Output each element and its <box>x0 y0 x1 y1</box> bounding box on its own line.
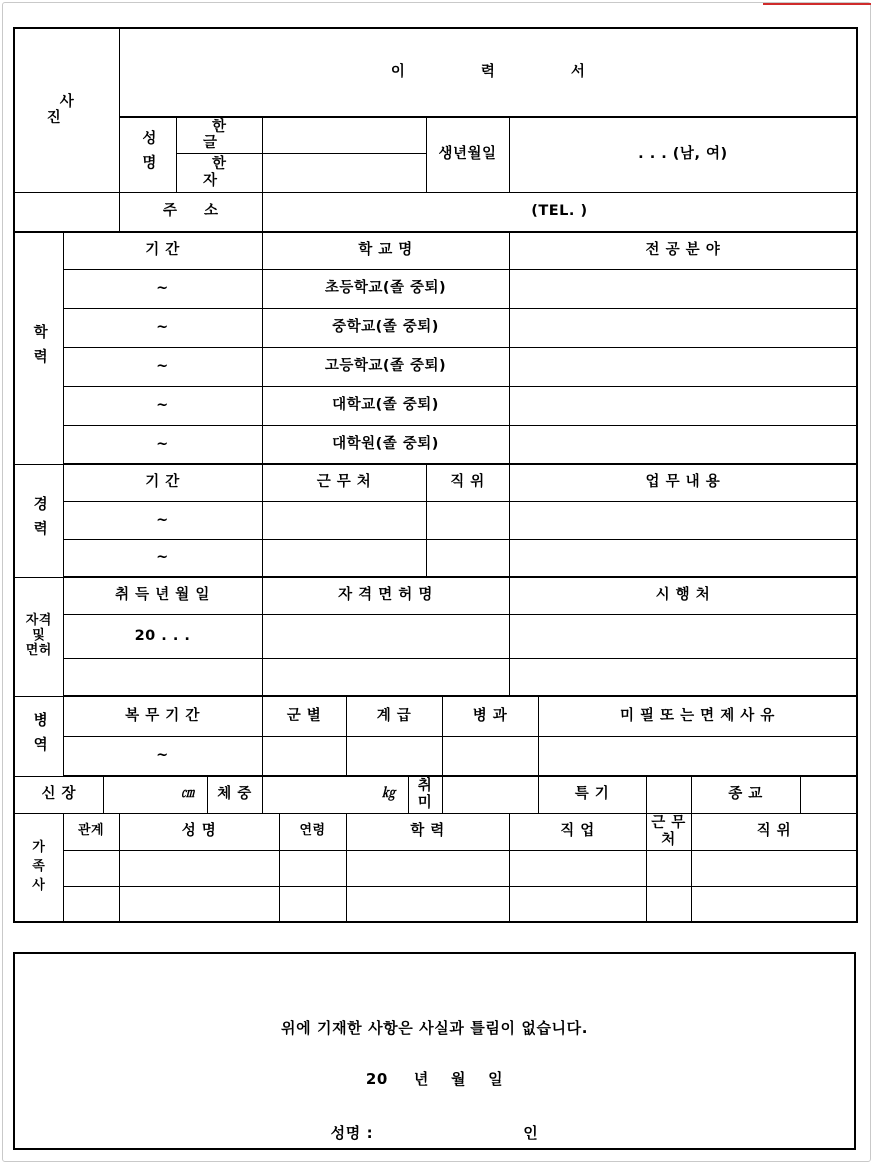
declaration-month-label: 월 <box>450 1070 467 1088</box>
family-row-age[interactable] <box>279 850 346 886</box>
career-row-workplace[interactable] <box>262 501 426 539</box>
name-label-cell <box>119 117 176 192</box>
declaration-seal-label: 인 <box>523 1124 539 1142</box>
family-row-job[interactable] <box>509 886 646 922</box>
career-row-duties[interactable] <box>509 501 857 539</box>
family-row-relation[interactable] <box>63 886 119 922</box>
section-label-license <box>14 577 63 696</box>
height-unit: ㎝ <box>180 786 195 802</box>
family-header-name: 성 명 <box>119 813 279 850</box>
name-korean-label: 한 글 <box>176 117 262 153</box>
height-label: 신 장 <box>14 776 103 813</box>
family-row-workplace[interactable] <box>646 850 691 886</box>
declaration-year-label: 년 <box>413 1070 429 1088</box>
weight-label: 체 중 <box>207 776 262 813</box>
license-row-date[interactable]: 20 . . . <box>63 614 262 658</box>
family-header-relation: 관계 <box>63 813 119 850</box>
military-row-exemption[interactable] <box>538 736 857 776</box>
declaration-box <box>13 952 856 1150</box>
education-row-major[interactable] <box>509 347 857 386</box>
declaration-date-line[interactable] <box>15 1068 854 1089</box>
education-row-school[interactable]: 대학원(졸 중퇴) <box>262 425 509 464</box>
religion-label: 종 교 <box>691 776 800 813</box>
family-header-age: 연령 <box>279 813 346 850</box>
title-char-1: 이 <box>390 64 405 81</box>
family-row-relation[interactable] <box>63 850 119 886</box>
career-row-period[interactable]: ~ <box>63 501 262 539</box>
family-label-char-2: 족 <box>32 858 46 874</box>
red-rule-decoration <box>763 3 871 5</box>
declaration-year-value[interactable]: 20 <box>365 1070 388 1088</box>
address-tel-hint: (TEL. ) <box>531 203 588 220</box>
education-header-period: 기 간 <box>63 232 262 269</box>
hobby-value[interactable] <box>442 776 538 813</box>
career-header-workplace: 근 무 처 <box>262 464 426 501</box>
specialty-label: 특 기 <box>538 776 646 813</box>
career-header-duties: 업 무 내 용 <box>509 464 857 501</box>
education-row-major[interactable] <box>509 269 857 308</box>
family-label-char-3: 사 <box>32 877 46 893</box>
family-header-education: 학 력 <box>346 813 509 850</box>
education-row-school[interactable]: 중학교(졸 중퇴) <box>262 308 509 347</box>
military-header-branch: 군 별 <box>262 696 346 736</box>
career-row-workplace[interactable] <box>262 539 426 577</box>
photo-label: 사 진 <box>46 93 100 127</box>
declaration-statement: 위에 기재한 사항은 사실과 틀림이 없습니다. <box>280 1019 589 1037</box>
education-row-period[interactable]: ~ <box>63 347 262 386</box>
military-header-rank: 계 급 <box>346 696 442 736</box>
license-row-issuer[interactable] <box>509 614 857 658</box>
career-row-position[interactable] <box>426 501 509 539</box>
license-header-issuer: 시 행 처 <box>509 577 857 614</box>
career-row-period[interactable]: ~ <box>63 539 262 577</box>
education-row-period[interactable]: ~ <box>63 308 262 347</box>
family-row-education[interactable] <box>346 886 509 922</box>
photo-cell[interactable] <box>14 28 119 192</box>
family-row-age[interactable] <box>279 886 346 922</box>
education-header-major: 전 공 분 야 <box>509 232 857 269</box>
family-header-job: 직 업 <box>509 813 646 850</box>
religion-value[interactable] <box>800 776 857 813</box>
name-hanja-value[interactable] <box>262 153 426 192</box>
birth-value[interactable]: . . . (남, 여) <box>509 117 857 192</box>
family-label-char-1: 가 <box>32 839 46 855</box>
education-row-major[interactable] <box>509 425 857 464</box>
photo-cell-filler <box>14 192 119 232</box>
weight-value[interactable] <box>262 776 408 813</box>
family-row-name[interactable] <box>119 886 279 922</box>
address-label: 주 소 <box>119 192 262 232</box>
weight-unit: ㎏ <box>381 786 396 802</box>
license-row-date[interactable] <box>63 658 262 696</box>
military-header-exemption: 미 필 또 는 면 제 사 유 <box>538 696 857 736</box>
license-label-line-3: 면허 <box>25 642 52 658</box>
name-label: 성명 <box>139 130 156 180</box>
education-header-school: 학 교 명 <box>262 232 509 269</box>
title-char-2: 력 <box>480 64 495 81</box>
family-row-job[interactable] <box>509 850 646 886</box>
name-korean-value[interactable] <box>262 117 426 153</box>
page-title <box>119 28 857 117</box>
military-row-specialty[interactable] <box>442 736 538 776</box>
declaration-signature-line[interactable] <box>15 1122 854 1143</box>
military-row-rank[interactable] <box>346 736 442 776</box>
family-row-position[interactable] <box>691 886 857 922</box>
career-row-duties[interactable] <box>509 539 857 577</box>
career-header-position: 직 위 <box>426 464 509 501</box>
name-hanja-label: 한 자 <box>176 153 262 192</box>
resume-sheet <box>13 27 856 948</box>
family-row-position[interactable] <box>691 850 857 886</box>
education-row-school[interactable]: 대학교(졸 중퇴) <box>262 386 509 425</box>
license-header-date: 취 득 년 월 일 <box>63 577 262 614</box>
height-value[interactable] <box>103 776 207 813</box>
specialty-value[interactable] <box>646 776 691 813</box>
license-header-name: 자 격 면 허 명 <box>262 577 509 614</box>
hobby-label: 취 미 <box>408 776 442 813</box>
family-row-name[interactable] <box>119 850 279 886</box>
education-row-school[interactable]: 초등학교(졸 중퇴) <box>262 269 509 308</box>
declaration-day-label: 일 <box>488 1070 504 1088</box>
family-row-workplace[interactable] <box>646 886 691 922</box>
birth-label: 생년월일 <box>426 117 509 192</box>
education-row-period[interactable]: ~ <box>63 386 262 425</box>
career-row-position[interactable] <box>426 539 509 577</box>
family-header-workplace: 근 무 처 <box>646 813 691 850</box>
military-header-period: 복 무 기 간 <box>63 696 262 736</box>
section-label-career: 경력 <box>14 464 63 577</box>
education-row-period[interactable]: ~ <box>63 269 262 308</box>
section-label-military: 병역 <box>14 696 63 776</box>
military-header-specialty: 병 과 <box>442 696 538 736</box>
section-label-education: 학력 <box>14 232 63 464</box>
resume-form-table <box>13 27 858 923</box>
education-row-period[interactable]: ~ <box>63 425 262 464</box>
license-row-name[interactable] <box>262 658 509 696</box>
military-row-period[interactable]: ~ <box>63 736 262 776</box>
license-label-line-2: 및 <box>32 628 46 644</box>
license-row-issuer[interactable] <box>509 658 857 696</box>
family-header-position: 직 위 <box>691 813 857 850</box>
military-row-branch[interactable] <box>262 736 346 776</box>
address-value[interactable] <box>262 192 857 232</box>
section-label-family <box>14 813 63 922</box>
education-row-major[interactable] <box>509 386 857 425</box>
license-label-line-1: 자격 <box>25 613 52 629</box>
education-row-school[interactable]: 고등학교(졸 중퇴) <box>262 347 509 386</box>
career-header-period: 기 간 <box>63 464 262 501</box>
declaration-signature-label: 성명 : <box>330 1124 374 1142</box>
license-row-name[interactable] <box>262 614 509 658</box>
title-char-3: 서 <box>570 64 585 81</box>
family-row-education[interactable] <box>346 850 509 886</box>
education-row-major[interactable] <box>509 308 857 347</box>
